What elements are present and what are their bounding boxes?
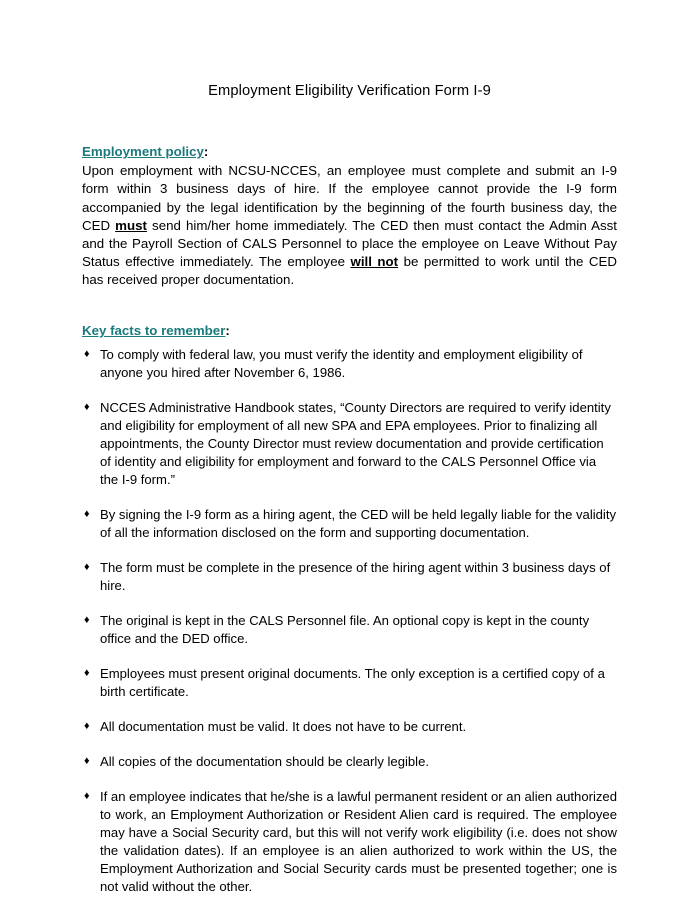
list-item-text: All copies of the documentation should be clearly legible. bbox=[100, 754, 429, 770]
list-item-text: If an employee indicates that he/she is a lawful permanent resident or an alien authorized to work, an Employment Authorization or Resident Alien card is required. The employee may have a Social Security card, but this will not verify work eligibility (i.e. does not show the validation dates). If an employee is an alien authorized to work within the US, the Employment Authorization and Social Security cards must be presented together; one is not valid without the other. bbox=[100, 789, 617, 895]
key-facts-list bbox=[82, 346, 617, 896]
diamond-bullet-icon: ♦ bbox=[84, 401, 90, 414]
employment-policy-heading-text: Employment policy bbox=[82, 144, 204, 160]
diamond-bullet-icon: ♦ bbox=[84, 667, 90, 680]
diamond-bullet-icon: ♦ bbox=[84, 720, 90, 733]
employment-policy-heading bbox=[82, 143, 617, 161]
list-item-text: To comply with federal law, you must verify the identity and employment eligibility of anyone you hired after November 6, 1986. bbox=[100, 347, 583, 381]
diamond-bullet-icon: ♦ bbox=[84, 561, 90, 574]
key-facts-heading-text: Key facts to remember bbox=[82, 323, 226, 339]
policy-emphasis-will-not: will not bbox=[350, 254, 399, 270]
policy-text-part-1: Upon employment with NCSU-NCCES, an employee must complete and submit an I-9 form within 3 business days of hire. If the employee cannot provide the I-9 form accompanied by the legal identification by the beginning of the fourth business day, the CED bbox=[82, 163, 617, 233]
diamond-bullet-icon: ♦ bbox=[84, 348, 90, 361]
policy-text-part-3: be permitted to work until the CED has received proper documentation. bbox=[82, 254, 617, 288]
list-item bbox=[82, 718, 617, 736]
page-title: Employment Eligibility Verification Form I-9 bbox=[208, 83, 491, 99]
list-item-text: NCCES Administrative Handbook states, “County Directors are required to verify identity and eligibility for employment of all new SPA and EPA employees. Prior to finalizing all appointments, the County Director must review documentation and provide certification of identity and eligibility for employment and forward to the CALS Personnel Office via the I-9 form.” bbox=[100, 400, 611, 488]
diamond-bullet-icon: ♦ bbox=[84, 614, 90, 627]
list-item bbox=[82, 346, 617, 382]
list-item bbox=[82, 753, 617, 771]
list-item-text: The original is kept in the CALS Personnel file. An optional copy is kept in the county office and the DED office. bbox=[100, 613, 590, 647]
document-content bbox=[82, 0, 617, 896]
diamond-bullet-icon: ♦ bbox=[84, 508, 90, 521]
list-item bbox=[82, 665, 617, 701]
key-facts-heading bbox=[82, 322, 617, 340]
list-item-text: Employees must present original documents. The only exception is a certified copy of a birth certificate. bbox=[100, 666, 605, 700]
key-facts-heading-colon: : bbox=[225, 323, 230, 339]
employment-policy-heading-colon: : bbox=[203, 144, 209, 160]
list-item bbox=[82, 788, 617, 896]
employment-policy-paragraph bbox=[82, 162, 617, 289]
list-item bbox=[82, 399, 617, 489]
policy-emphasis-must: must bbox=[115, 217, 147, 233]
list-item-text: All documentation must be valid. It does not have to be current. bbox=[100, 719, 467, 735]
list-item bbox=[82, 612, 617, 648]
policy-text-part-2: send him/her home immediately. The CED then must contact the Admin Asst and the Payroll Section of CALS Personnel to place the employee on Leave Without Pay Status effective immediately. The employee bbox=[82, 217, 617, 270]
diamond-bullet-icon: ♦ bbox=[84, 790, 90, 803]
list-item-text: The form must be complete in the presence of the hiring agent within 3 business days of hire. bbox=[100, 560, 611, 594]
list-item bbox=[82, 559, 617, 595]
list-item bbox=[82, 506, 617, 542]
list-item-text: By signing the I-9 form as a hiring agent, the CED will be held legally liable for the validity of all the information disclosed on the form and supporting documentation. bbox=[100, 507, 617, 541]
diamond-bullet-icon: ♦ bbox=[84, 755, 90, 768]
